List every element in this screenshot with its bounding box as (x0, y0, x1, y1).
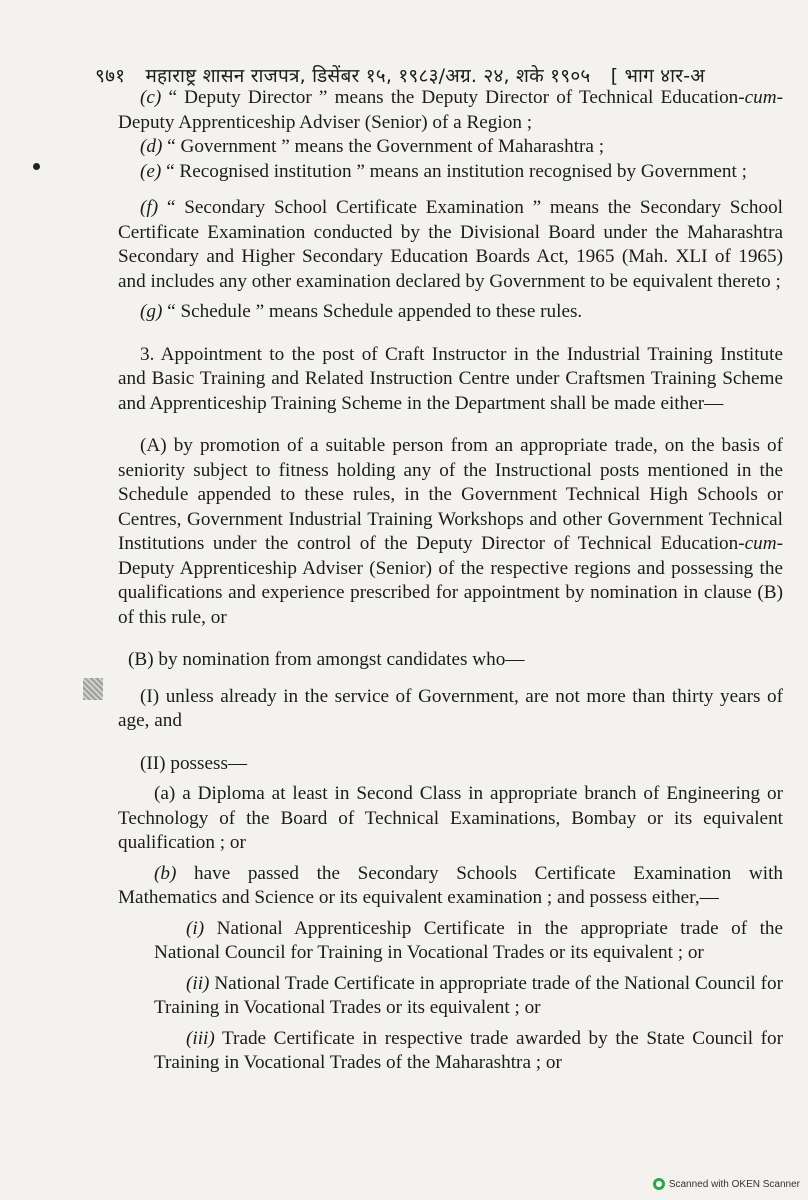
definition-text: “ Recognised institution ” means an institution recognised by Government ; (166, 160, 747, 182)
clause-marker: (i) (186, 917, 205, 939)
item-b (118, 862, 783, 911)
page-header (95, 62, 795, 88)
clause-marker: (d) (140, 136, 163, 157)
scanner-watermark (653, 1178, 800, 1190)
rule-3-intro: 3. Appointment to the post of Craft Instructor in the Industrial Training Institute and Basic Training and Related Instruction Centre under Craftsmen Training Scheme and Apprenticeship Training Scheme in the Department shall be made either— (118, 343, 783, 414)
clause-marker: (g) (140, 301, 163, 322)
clause-marker: (ii) (186, 972, 210, 994)
definition-text: -Deputy Apprenticeship Adviser (Senior) of a Region ; (118, 87, 784, 133)
clause-marker: (iii) (186, 1027, 215, 1049)
rule-3-clause-b: (B) by nomination from amongst candidates who— (128, 649, 525, 670)
page-number: ९७१ (95, 65, 126, 87)
sub-clause-I: (I) unless already in the service of Government, are not more than thirty years of age, and (118, 685, 783, 731)
rule-3-clause-a (118, 434, 783, 630)
item-text: have passed the Secondary Schools Certificate Examination with Mathematics and Science or its equivalent examination ; and possess either,— (118, 862, 783, 908)
definition-text: “ Schedule ” means Schedule appended to these rules. (167, 301, 583, 322)
oken-scanner-logo-icon (653, 1178, 665, 1190)
margin-dot-mark (33, 163, 40, 170)
clause-marker: (f) (140, 197, 159, 218)
definition-text: “ Deputy Director ” means the Deputy Director of Technical Education- (168, 87, 745, 108)
definition-c (118, 86, 783, 135)
item-b-i (118, 917, 783, 966)
definition-d (118, 135, 783, 160)
item-text: National Trade Certificate in appropriate trade of the National Council for Training in Vocational Trades or its equivalent ; or (154, 972, 784, 1018)
document-body (118, 86, 783, 1076)
clause-marker: (e) (140, 160, 162, 182)
definition-g (118, 300, 783, 325)
clause-text: (A) by promotion of a suitable person from an appropriate trade, on the basis of seniority subject to fitness holding any of the Instructional posts mentioned in the Schedule appended to these rules, in the Government Technical High Schools or Centres, Government Industrial Training Workshops and other Government Technical Institutions under the control of the Deputy Director of Technical Education- (118, 435, 783, 554)
emphasis: cum (744, 533, 777, 554)
clause-marker: (c) (140, 87, 162, 108)
clause-text: -Deputy Apprenticeship Adviser (Senior) of the respective regions and possessing the qualifications and experience prescribed for appointment by nomination in clause (B) of this rule, or (118, 533, 783, 628)
item-text: National Apprenticeship Certificate in the appropriate trade of the National Council for Training in Vocational Trades or its equivalent ; or (154, 917, 784, 963)
scanner-watermark-text: Scanned with OKEN Scanner (668, 1178, 800, 1190)
emphasis: cum (744, 87, 777, 108)
item-b-iii (118, 1027, 783, 1076)
clause-marker: (b) (154, 862, 177, 884)
item-text: Trade Certificate in respective trade awarded by the State Council for Training in Vocational Trades of the Maharashtra ; or (154, 1027, 783, 1073)
gazette-title: महाराष्ट्र शासन राजपत्र, डिसेंबर १५, १९८३/अग्र. २४, शके १९०५ (145, 65, 591, 87)
definition-text: “ Secondary School Certificate Examination ” means the Secondary School Certificate Examination conducted by the Divisional Board under the Maharashtra Secondary and Higher Secondary Education Boards Act, 1965 (Mah. XLI of 1965) and includes any other examination declared by Government to be equivalent thereto ; (118, 197, 783, 292)
definition-f (118, 196, 783, 294)
gazette-part: [ भाग ४ार-अ (610, 65, 705, 87)
margin-stamp-mark (83, 678, 103, 700)
definition-text: “ Government ” means the Government of Maharashtra ; (167, 136, 605, 157)
item-b-ii (118, 972, 783, 1021)
definition-e (118, 160, 783, 185)
item-a: (a) a Diploma at least in Second Class in appropriate branch of Engineering or Technology of the Board of Technical Examinations, Bombay or its equivalent qualification ; or (118, 783, 783, 853)
sub-clause-II: (II) possess— (140, 752, 248, 774)
